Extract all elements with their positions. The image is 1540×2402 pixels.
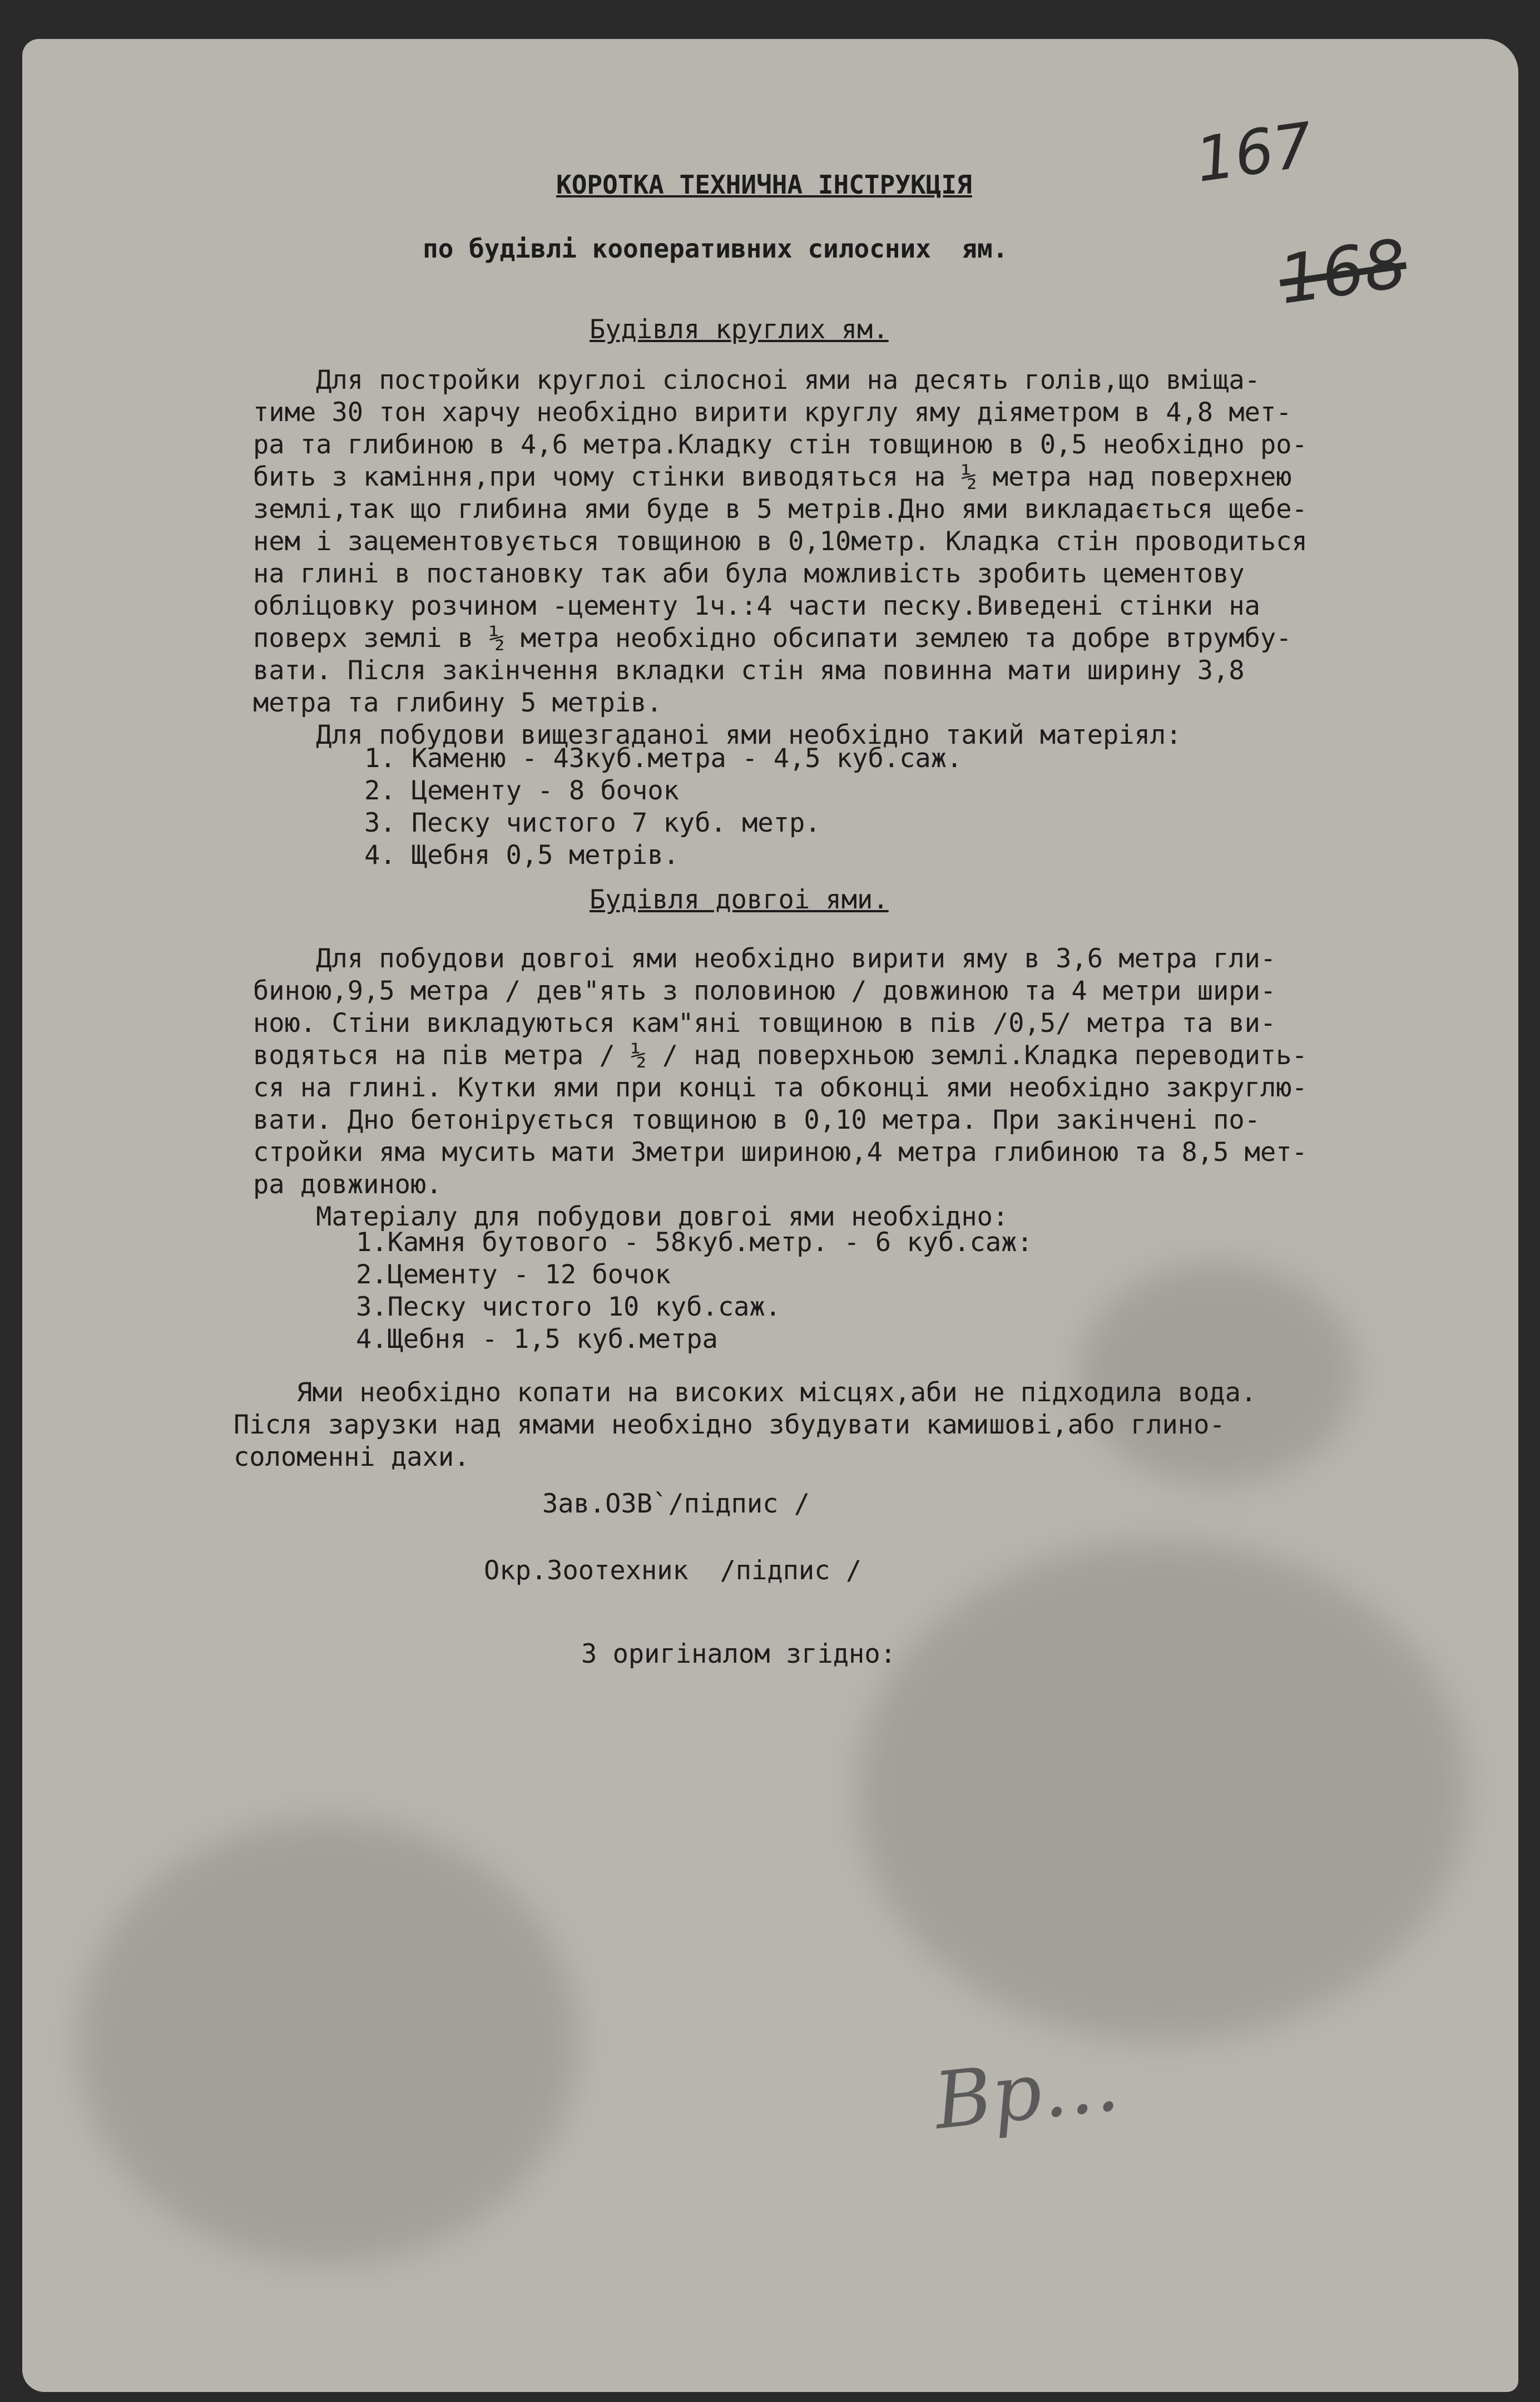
text-line: биною,9,5 метра / дев"ять з половиною / довжиною та 4 метри шири- (253, 976, 1276, 1006)
paper-stain (78, 1819, 578, 2264)
text-line: Матеріалу для побудови довгоі ями необхідно: (253, 1202, 1009, 1232)
paper-stain (856, 1541, 1468, 2042)
document-subtitle: по будівлі кооперативних силосних ям. (423, 234, 1008, 264)
section2-heading: Будівля довгоі ями. (590, 884, 889, 915)
text-line: землі,так що глибина ями буде в 5 метрів.Дно ями викладається щебе- (253, 494, 1308, 525)
text-line: вати. Після закінчення вкладки стін яма повинна мати ширину 3,8 (253, 655, 1245, 686)
text-line: ра та глибиною в 4,6 метра.Кладку стін товщиною в 0,5 необхідно ро- (253, 429, 1308, 460)
text-line: бить з каміння,при чому стінки виводяться на ½ метра над поверхнею (253, 462, 1292, 492)
text-line: на глині в постановку так аби була можливість зробить цементову (253, 559, 1245, 589)
material-item: 2.Цементу - 12 бочок (356, 1259, 671, 1290)
text-line: поверх землі в ½ метра необхідно обсипати землею та добре втрумбу- (253, 623, 1292, 654)
text-line: ся на глині. Кутки ями при конці та обконці ями необхідно закруглю- (253, 1073, 1308, 1103)
material-item: 1. Каменю - 43куб.метра - 4,5 куб.саж. (364, 743, 963, 774)
signature-head: Зав.ОЗВ`/підпис / (542, 1489, 810, 1519)
text-line: Після зарузки над ямами необхідно збудувати камишові,або глино- (234, 1410, 1225, 1440)
text-line: ною. Стіни викладуються кам"яні товщиною в пів /0,5/ метра та ви- (253, 1008, 1276, 1039)
text-line: Для побудови довгоі ями необхідно вирити яму в 3,6 метра гли- (253, 943, 1276, 974)
text-line: Для побудови вищезгаданоі ями необхідно такий матеріял: (253, 720, 1182, 750)
material-item: 1.Камня бутового - 58куб.метр. - 6 куб.саж: (356, 1227, 1033, 1258)
text-line: Для постройки круглоі сілосноі ями на десять голів,що вміща- (253, 365, 1260, 396)
text-line: метра та глибину 5 метрів. (253, 688, 662, 718)
certification-note: З оригіналом згідно: (581, 1639, 896, 1669)
signature-zootechnician: Окр.Зоотехник /підпис / (484, 1555, 862, 1586)
document-title: КОРОТКА ТЕХНИЧНА ІНСТРУКЦІЯ (556, 170, 972, 200)
handwritten-signature: Вр… (930, 2038, 1124, 2147)
text-line: водяться на пів метра / ½ / над поверхньою землі.Кладка переводить- (253, 1040, 1308, 1071)
text-line: вати. Дно бетонірується товщиною в 0,10 метра. При закінчені по- (253, 1105, 1260, 1135)
text-line: ра довжиною. (253, 1169, 442, 1200)
archive-page-number: 167 (1191, 109, 1317, 196)
material-item: 4. Щебня 0,5 метрів. (364, 840, 679, 871)
material-item: 3. Песку чистого 7 куб. метр. (364, 808, 821, 838)
text-line: тиме 30 тон харчу необхідно вирити круглу яму діяметром в 4,8 мет- (253, 397, 1292, 428)
text-line: нем і зацементовується товщиною в 0,10метр. Кладка стін проводиться (253, 526, 1308, 557)
text-line: облiцовку розчином -цементу 1ч.:4 части песку.Виведені стінки на (253, 591, 1260, 621)
text-line: Ями необхідно копати на високих місцях,аби не підходила вода. (234, 1377, 1257, 1408)
archive-page-number-crossed: 168 (1274, 225, 1412, 320)
material-item: 3.Песку чистого 10 куб.саж. (356, 1292, 781, 1322)
material-item: 4.Щебня - 1,5 куб.метра (356, 1324, 718, 1355)
text-line: соломенні дахи. (234, 1442, 470, 1472)
material-item: 2. Цементу - 8 бочок (364, 775, 679, 806)
text-line: стройки яма мусить мати 3метри шириною,4 метра глибиною та 8,5 мет- (253, 1137, 1308, 1168)
section1-heading: Будівля круглих ям. (590, 314, 889, 345)
